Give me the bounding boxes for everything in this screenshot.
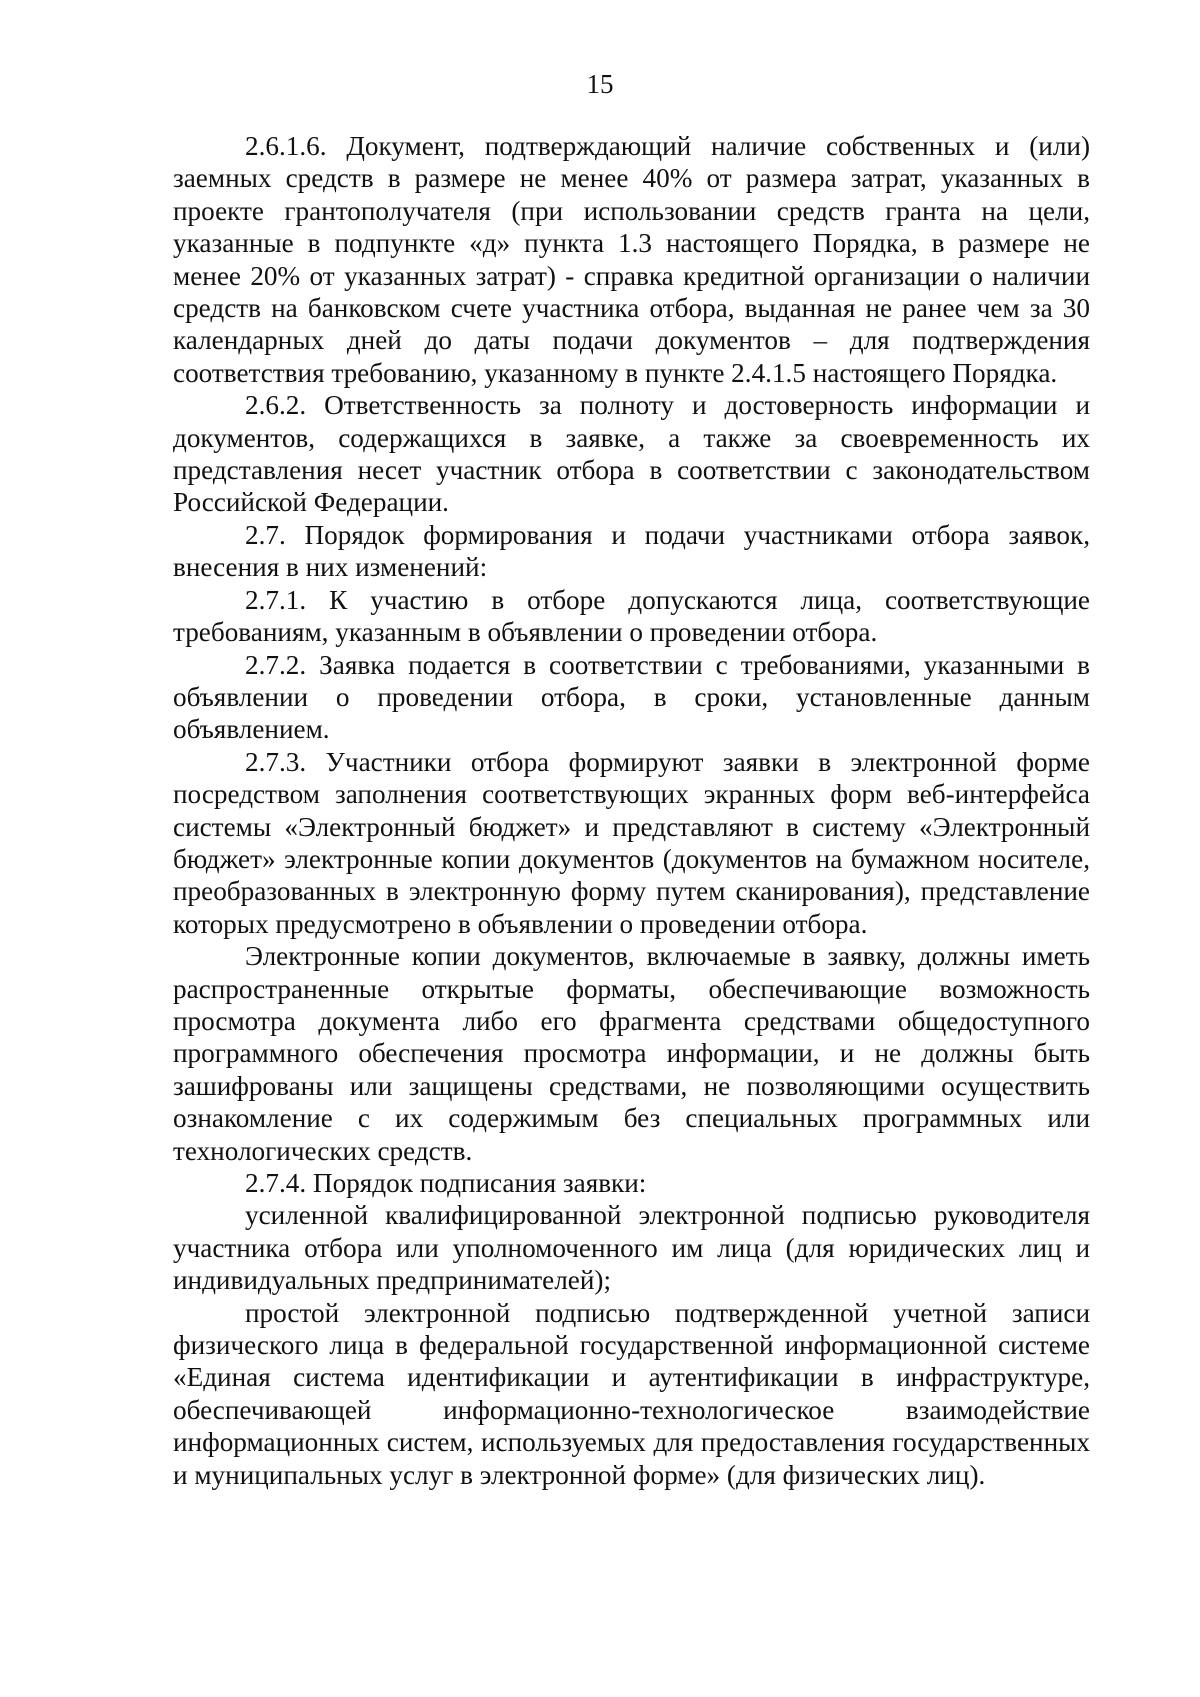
page-number: 15: [586, 69, 614, 99]
paragraph-electronic-copies: Электронные копии документов, включаемые в заявку, должны иметь распространенные открытые форматы, обеспечивающие возможность просмотра документа либо его фрагмента средствами общедоступного программного обеспечения просмотра информации, и не должны быть зашифрованы или защищены средствами, не позволяющими осуществить ознакомление с их содержимым без специальных программных или технологических средств.: [173, 941, 1090, 1166]
paragraph-2-7-4: 2.7.4. Порядок подписания заявки:: [245, 1168, 647, 1198]
paragraph-2-6-1-6: 2.6.1.6. Документ, подтверждающий наличие собственных и (или) заемных средств в размере не менее 40% от размера затрат, указанных в проекте грантополучателя (при использовании средств гранта на цели, указанные в подпункте «д» пункта 1.3 настоящего Порядка, в размере не менее 20% от указанных затрат) - справка кредитной организации о наличии средств на банковском счете участника отбора, выданная не ранее чем за 30 календарных дней до даты подачи документов – для подтверждения соответствия требованию, указанному в пункте 2.4.1.5 настоящего Порядка.: [173, 131, 1090, 388]
paragraph-2-6-2: 2.6.2. Ответственность за полноту и достоверность информации и документов, содержащихся в заявке, а также за своевременность их представления несет участник отбора в соответствии с законодательством Российской Федерации.: [173, 390, 1090, 518]
paragraph-2-7: 2.7. Порядок формирования и подачи участниками отбора заявок, внесения в них изменений:: [173, 519, 1090, 583]
paragraph-2-7-2: 2.7.2. Заявка подается в соответствии с требованиями, указанными в объявлении о проведении отбора, в сроки, установленные данным объявлением.: [173, 649, 1090, 745]
paragraph-2-7-3: 2.7.3. Участники отбора формируют заявки в электронной форме посредством заполнения соответствующих экранных форм веб-интерфейса системы «Электронный бюджет» и представляют в систему «Электронный бюджет» электронные копии документов (документов на бумажном носителе, преобразованных в электронную форму путем сканирования), представление которых предусмотрено в объявлении о проведении отбора.: [173, 746, 1090, 939]
paragraph-simple-signature: простой электронной подписью подтвержденной учетной записи физического лица в федеральной государственной информационной системе «Единая система идентификации и аутентификации в инфраструктуре, обеспечивающей информационно-технологическое взаимодействие информационных систем, используемых для предоставления государственных и муниципальных услуг в электронной форме» (для физических лиц).: [173, 1297, 1090, 1490]
paragraph-2-7-1: 2.7.1. К участию в отборе допускаются лица, соответствующие требованиям, указанным в объявлении о проведении отбора.: [173, 584, 1090, 648]
paragraph-qualified-signature: усиленной квалифицированной электронной подписью руководителя участника отбора или уполномоченного им лица (для юридических лиц и индивидуальных предпринимателей);: [173, 1200, 1090, 1296]
document-body: [173, 130, 1090, 1491]
